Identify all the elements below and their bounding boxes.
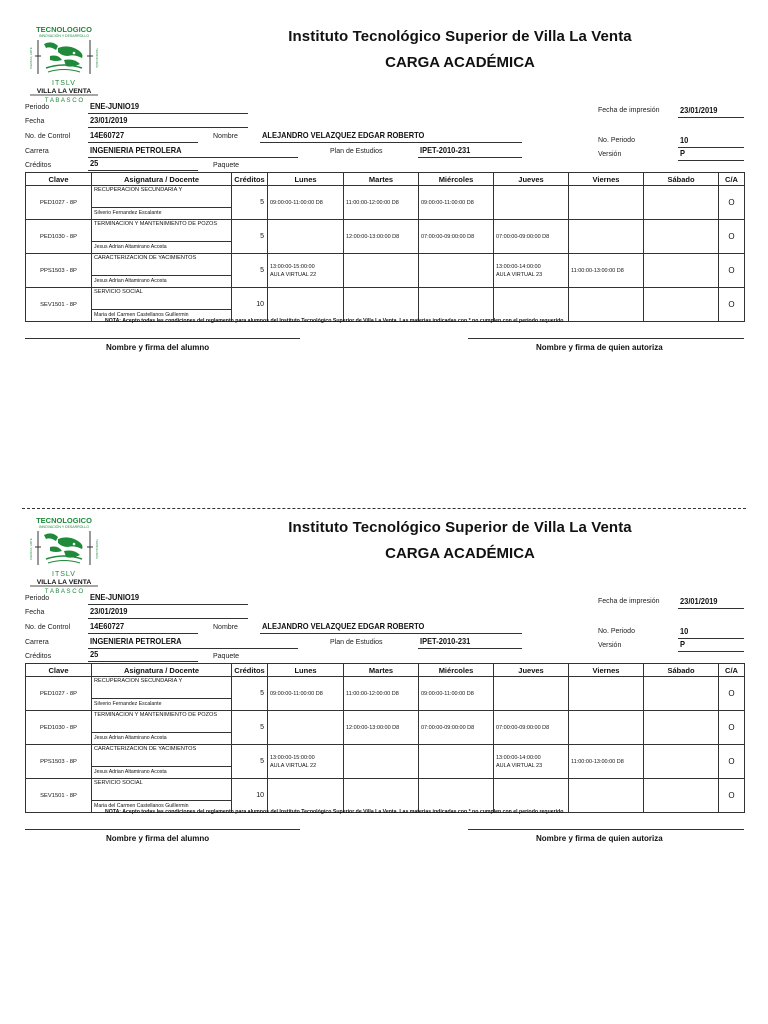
itslv-logo bbox=[28, 26, 100, 104]
lunes-cell bbox=[268, 745, 344, 779]
sabado-cell bbox=[644, 677, 719, 711]
control-underline bbox=[88, 633, 198, 634]
plan-value: IPET-2010-231 bbox=[420, 145, 471, 155]
viernes-cell: 11:00:00-13:00:00 D8 bbox=[569, 254, 644, 288]
lunes-cell bbox=[268, 288, 344, 322]
svg-text:T A B A S C O: T A B A S C O bbox=[44, 588, 84, 595]
header-asignatura: Asignatura / Docente bbox=[92, 664, 232, 677]
svg-text:INNOVACIÓN Y DESARROLLO: INNOVACIÓN Y DESARROLLO bbox=[39, 525, 89, 529]
alumno-signature-line bbox=[25, 829, 300, 830]
asignatura-name: CARACTERIZACION DE YACIMIENTOS bbox=[94, 746, 197, 752]
impresion-value: 23/01/2019 bbox=[680, 105, 718, 115]
jueves-time: 13:00:00-14:00:00 bbox=[496, 263, 541, 270]
fecha-underline bbox=[88, 127, 248, 128]
header-sabado: Sábado bbox=[644, 173, 719, 186]
header-miercoles: Miércoles bbox=[419, 173, 494, 186]
martes-cell bbox=[344, 779, 419, 813]
sabado-cell bbox=[644, 711, 719, 745]
alumno-signature-line bbox=[25, 338, 300, 339]
clave-cell: SEV1501 - 8P bbox=[26, 779, 92, 813]
version-value: P bbox=[680, 639, 685, 649]
table-row bbox=[26, 186, 745, 220]
header-jueves: Jueves bbox=[494, 173, 569, 186]
itslv-logo bbox=[28, 517, 100, 595]
no-periodo-value: 10 bbox=[680, 626, 689, 636]
docente-name: Maria del Carmen Castellanos Guillermin bbox=[92, 309, 231, 321]
header-jueves: Jueves bbox=[494, 664, 569, 677]
impresion-label: Fecha de impresión bbox=[598, 598, 660, 605]
lunes-cell bbox=[268, 711, 344, 745]
svg-text:TECNOLOGÍA: TECNOLOGÍA bbox=[95, 48, 99, 68]
clave-cell: PPS1503 - 8P bbox=[26, 254, 92, 288]
clave-cell: PED1027 - 8P bbox=[26, 186, 92, 220]
periodo-label: Periodo bbox=[25, 104, 50, 111]
martes-cell: 12:00:00-13:00:00 D8 bbox=[344, 711, 419, 745]
sabado-cell bbox=[644, 288, 719, 322]
jueves-cell bbox=[494, 288, 569, 322]
asignatura-cell bbox=[92, 677, 232, 711]
table-row bbox=[26, 220, 745, 254]
creditos-cell: 5 bbox=[232, 677, 268, 711]
header-martes: Martes bbox=[344, 173, 419, 186]
docente-name: Jesus Adrian Altamirano Acosta bbox=[92, 275, 231, 287]
carrera-label: Carrera bbox=[25, 639, 49, 646]
periodo-value: ENE-JUNIO19 bbox=[90, 592, 140, 602]
viernes-cell bbox=[569, 677, 644, 711]
svg-text:VILLA LA VENTA: VILLA LA VENTA bbox=[36, 579, 92, 586]
periodo-underline bbox=[88, 604, 248, 605]
jueves-cell bbox=[494, 745, 569, 779]
table-row bbox=[26, 745, 745, 779]
docente-name: Silverio Fernandez Escalante bbox=[92, 698, 231, 710]
header-lunes: Lunes bbox=[268, 173, 344, 186]
lunes-cell: 09:00:00-11:00:00 D8 bbox=[268, 677, 344, 711]
nombre-label: Nombre bbox=[213, 133, 238, 140]
viernes-cell bbox=[569, 288, 644, 322]
nombre-value: ALEJANDRO VELAZQUEZ EDGAR ROBERTO bbox=[262, 130, 425, 140]
miercoles-cell bbox=[419, 779, 494, 813]
clave-cell: SEV1501 - 8P bbox=[26, 288, 92, 322]
periodo-value: ENE-JUNIO19 bbox=[90, 101, 140, 111]
impresion-underline bbox=[678, 608, 744, 609]
asignatura-cell bbox=[92, 220, 232, 254]
schedule-table bbox=[25, 663, 744, 809]
creditos-cell: 5 bbox=[232, 220, 268, 254]
header-clave: Clave bbox=[26, 173, 92, 186]
version-label: Versión bbox=[598, 642, 622, 649]
docente-name: Jesus Adrian Altamirano Acosta bbox=[92, 241, 231, 253]
jueves-room: AULA VIRTUAL 23 bbox=[496, 762, 543, 769]
periodo-underline bbox=[88, 113, 248, 114]
clave-cell: PED1030 - 8P bbox=[26, 220, 92, 254]
creditos-cell: 5 bbox=[232, 711, 268, 745]
version-underline bbox=[678, 651, 744, 652]
asignatura-name: SERVICIO SOCIAL bbox=[94, 289, 143, 295]
lunes-cell: 09:00:00-11:00:00 D8 bbox=[268, 186, 344, 220]
sabado-cell bbox=[644, 745, 719, 779]
control-label: No. de Control bbox=[25, 133, 71, 140]
no-periodo-label: No. Periodo bbox=[598, 137, 635, 144]
lunes-room: AULA VIRTUAL 22 bbox=[270, 762, 317, 769]
institution-title: Instituto Tecnológico Superior de Villa La Venta bbox=[288, 519, 632, 536]
header-clave: Clave bbox=[26, 664, 92, 677]
asignatura-cell bbox=[92, 288, 232, 322]
ca-cell: O bbox=[719, 779, 745, 813]
sabado-cell bbox=[644, 254, 719, 288]
ca-cell: O bbox=[719, 677, 745, 711]
alumno-signature-label: Nombre y firma del alumno bbox=[106, 343, 210, 352]
lunes-cell bbox=[268, 779, 344, 813]
fecha-value: 23/01/2019 bbox=[90, 606, 128, 616]
header-creditos: Créditos bbox=[232, 173, 268, 186]
jueves-room: AULA VIRTUAL 23 bbox=[496, 271, 543, 278]
table-row bbox=[26, 288, 745, 322]
asignatura-name: CARACTERIZACION DE YACIMIENTOS bbox=[94, 255, 197, 261]
version-value: P bbox=[680, 148, 685, 158]
ca-cell: O bbox=[719, 711, 745, 745]
svg-text:ITSLV: ITSLV bbox=[52, 571, 76, 578]
clave-cell: PED1027 - 8P bbox=[26, 677, 92, 711]
table-row bbox=[26, 711, 745, 745]
header-martes: Martes bbox=[344, 664, 419, 677]
carga-academica-copy-2 bbox=[0, 491, 768, 871]
svg-text:T A B A S C O: T A B A S C O bbox=[44, 97, 84, 104]
impresion-label: Fecha de impresión bbox=[598, 107, 660, 114]
jueves-time: 13:00:00-14:00:00 bbox=[496, 754, 541, 761]
header-viernes: Viernes bbox=[569, 173, 644, 186]
martes-cell bbox=[344, 254, 419, 288]
document-title: CARGA ACADÉMICA bbox=[385, 545, 535, 562]
ca-cell: O bbox=[719, 745, 745, 779]
creditos-label: Créditos bbox=[25, 653, 52, 660]
control-label: No. de Control bbox=[25, 624, 71, 631]
creditos-cell: 10 bbox=[232, 288, 268, 322]
jueves-cell bbox=[494, 779, 569, 813]
svg-text:CIENCIA, ARTE: CIENCIA, ARTE bbox=[29, 538, 33, 560]
ca-cell: O bbox=[719, 186, 745, 220]
docente-name: Jesus Adrian Altamirano Acosta bbox=[92, 766, 231, 778]
viernes-cell bbox=[569, 711, 644, 745]
table-row bbox=[26, 254, 745, 288]
header-viernes: Viernes bbox=[569, 664, 644, 677]
creditos-cell: 5 bbox=[232, 745, 268, 779]
plan-label: Plan de Estudios bbox=[330, 148, 383, 155]
ca-cell: O bbox=[719, 288, 745, 322]
jueves-cell bbox=[494, 186, 569, 220]
martes-cell: 12:00:00-13:00:00 D8 bbox=[344, 220, 419, 254]
header-creditos: Créditos bbox=[232, 664, 268, 677]
table-row bbox=[26, 677, 745, 711]
fecha-label: Fecha bbox=[25, 118, 45, 125]
carrera-value: INGENIERIA PETROLERA bbox=[90, 145, 182, 155]
svg-text:INNOVACIÓN Y DESARROLLO: INNOVACIÓN Y DESARROLLO bbox=[39, 34, 89, 38]
carrera-value: INGENIERIA PETROLERA bbox=[90, 636, 182, 646]
header-miercoles: Miércoles bbox=[419, 664, 494, 677]
control-value: 14E60727 bbox=[90, 130, 125, 140]
asignatura-name: SERVICIO SOCIAL bbox=[94, 780, 143, 786]
svg-text:VILLA LA VENTA: VILLA LA VENTA bbox=[36, 88, 92, 95]
nombre-label: Nombre bbox=[213, 624, 238, 631]
asignatura-cell bbox=[92, 186, 232, 220]
docente-name: Jesus Adrian Altamirano Acosta bbox=[92, 732, 231, 744]
creditos-cell: 5 bbox=[232, 186, 268, 220]
miercoles-cell bbox=[419, 288, 494, 322]
alumno-signature-label: Nombre y firma del alumno bbox=[106, 834, 210, 843]
martes-cell: 11:00:00-12:00:00 D8 bbox=[344, 186, 419, 220]
control-underline bbox=[88, 142, 198, 143]
no-periodo-value: 10 bbox=[680, 135, 689, 145]
plan-underline bbox=[418, 648, 522, 649]
svg-text:TECNOLOGÍA: TECNOLOGÍA bbox=[95, 539, 99, 559]
clave-cell: PPS1503 - 8P bbox=[26, 745, 92, 779]
no-periodo-label: No. Periodo bbox=[598, 628, 635, 635]
martes-cell: 11:00:00-12:00:00 D8 bbox=[344, 677, 419, 711]
lunes-room: AULA VIRTUAL 22 bbox=[270, 271, 317, 278]
jueves-cell bbox=[494, 677, 569, 711]
asignatura-cell bbox=[92, 711, 232, 745]
asignatura-cell bbox=[92, 779, 232, 813]
creditos-underline bbox=[88, 661, 198, 662]
creditos-underline bbox=[88, 170, 198, 171]
nota-text: NOTA: Acepto todas las condiciones del reglamento para alumnos del Instituto Tecnológico Superior de Villa La Venta. Las materias indicadas con * no cumplen con el periodo requerido bbox=[105, 809, 564, 815]
viernes-cell bbox=[569, 779, 644, 813]
header-lunes: Lunes bbox=[268, 664, 344, 677]
creditos-label: Créditos bbox=[25, 162, 52, 169]
table-row bbox=[26, 779, 745, 813]
docente-name: Maria del Carmen Castellanos Guillermin bbox=[92, 800, 231, 812]
lunes-time: 13:00:00-15:00:00 bbox=[270, 754, 315, 761]
fecha-underline bbox=[88, 618, 248, 619]
nombre-underline bbox=[260, 142, 522, 143]
schedule-table bbox=[25, 172, 744, 318]
miercoles-cell: 07:00:00-09:00:00 D8 bbox=[419, 711, 494, 745]
fecha-label: Fecha bbox=[25, 609, 45, 616]
autoriza-signature-label: Nombre y firma de quien autoriza bbox=[536, 343, 663, 352]
miercoles-cell: 09:00:00-11:00:00 D8 bbox=[419, 186, 494, 220]
autoriza-signature-line bbox=[468, 829, 744, 830]
creditos-value: 25 bbox=[90, 649, 99, 659]
carrera-underline bbox=[88, 157, 298, 158]
lunes-time: 13:00:00-15:00:00 bbox=[270, 263, 315, 270]
header-ca: C/A bbox=[719, 173, 745, 186]
asignatura-cell bbox=[92, 745, 232, 779]
impresion-underline bbox=[678, 117, 744, 118]
periodo-label: Periodo bbox=[25, 595, 50, 602]
plan-underline bbox=[418, 157, 522, 158]
clave-cell: PED1030 - 8P bbox=[26, 711, 92, 745]
lunes-cell bbox=[268, 220, 344, 254]
asignatura-name: RECUPERACION SECUNDARIA Y bbox=[94, 187, 183, 193]
miercoles-cell bbox=[419, 745, 494, 779]
fecha-value: 23/01/2019 bbox=[90, 115, 128, 125]
carga-academica-copy-1 bbox=[0, 0, 768, 380]
creditos-cell: 5 bbox=[232, 254, 268, 288]
control-value: 14E60727 bbox=[90, 621, 125, 631]
no-periodo-underline bbox=[678, 638, 744, 639]
paquete-label: Paquete bbox=[213, 653, 240, 660]
header-sabado: Sábado bbox=[644, 664, 719, 677]
martes-cell bbox=[344, 745, 419, 779]
jueves-cell: 07:00:00-09:00:00 D8 bbox=[494, 220, 569, 254]
miercoles-cell: 07:00:00-09:00:00 D8 bbox=[419, 220, 494, 254]
header-ca: C/A bbox=[719, 664, 745, 677]
paquete-label: Paquete bbox=[213, 162, 240, 169]
carrera-label: Carrera bbox=[25, 148, 49, 155]
asignatura-name: RECUPERACION SECUNDARIA Y bbox=[94, 678, 183, 684]
martes-cell bbox=[344, 288, 419, 322]
version-underline bbox=[678, 160, 744, 161]
viernes-cell: 11:00:00-13:00:00 D8 bbox=[569, 745, 644, 779]
ca-cell: O bbox=[719, 254, 745, 288]
nombre-underline bbox=[260, 633, 522, 634]
miercoles-cell: 09:00:00-11:00:00 D8 bbox=[419, 677, 494, 711]
viernes-cell bbox=[569, 220, 644, 254]
autoriza-signature-label: Nombre y firma de quien autoriza bbox=[536, 834, 663, 843]
svg-text:CIENCIA, ARTE: CIENCIA, ARTE bbox=[29, 47, 33, 69]
creditos-cell: 10 bbox=[232, 779, 268, 813]
asignatura-name: TERMINACION Y MANTENIMIENTO DE POZOS bbox=[94, 221, 218, 227]
svg-text:TECNOLOGICO: TECNOLOGICO bbox=[36, 26, 92, 34]
nota-text: NOTA: Acepto todas las condiciones del reglamento para alumnos del Instituto Tecnológico Superior de Villa La Venta. Las materias indicadas con * no cumplen con el periodo requerido bbox=[105, 318, 564, 324]
svg-text:ITSLV: ITSLV bbox=[52, 80, 76, 87]
ca-cell: O bbox=[719, 220, 745, 254]
header-asignatura: Asignatura / Docente bbox=[92, 173, 232, 186]
carrera-underline bbox=[88, 648, 298, 649]
schedule-header-row bbox=[26, 173, 745, 186]
asignatura-name: TERMINACION Y MANTENIMIENTO DE POZOS bbox=[94, 712, 218, 718]
document-title: CARGA ACADÉMICA bbox=[385, 54, 535, 71]
plan-label: Plan de Estudios bbox=[330, 639, 383, 646]
autoriza-signature-line bbox=[468, 338, 744, 339]
sabado-cell bbox=[644, 220, 719, 254]
asignatura-cell bbox=[92, 254, 232, 288]
jueves-cell: 07:00:00-09:00:00 D8 bbox=[494, 711, 569, 745]
viernes-cell bbox=[569, 186, 644, 220]
sabado-cell bbox=[644, 186, 719, 220]
jueves-cell bbox=[494, 254, 569, 288]
nombre-value: ALEJANDRO VELAZQUEZ EDGAR ROBERTO bbox=[262, 621, 425, 631]
plan-value: IPET-2010-231 bbox=[420, 636, 471, 646]
schedule-header-row bbox=[26, 664, 745, 677]
lunes-cell bbox=[268, 254, 344, 288]
version-label: Versión bbox=[598, 151, 622, 158]
docente-name: Silverio Fernandez Escalante bbox=[92, 207, 231, 219]
creditos-value: 25 bbox=[90, 158, 99, 168]
no-periodo-underline bbox=[678, 147, 744, 148]
svg-text:TECNOLOGICO: TECNOLOGICO bbox=[36, 517, 92, 525]
sabado-cell bbox=[644, 779, 719, 813]
impresion-value: 23/01/2019 bbox=[680, 596, 718, 606]
miercoles-cell bbox=[419, 254, 494, 288]
institution-title: Instituto Tecnológico Superior de Villa La Venta bbox=[288, 28, 632, 45]
